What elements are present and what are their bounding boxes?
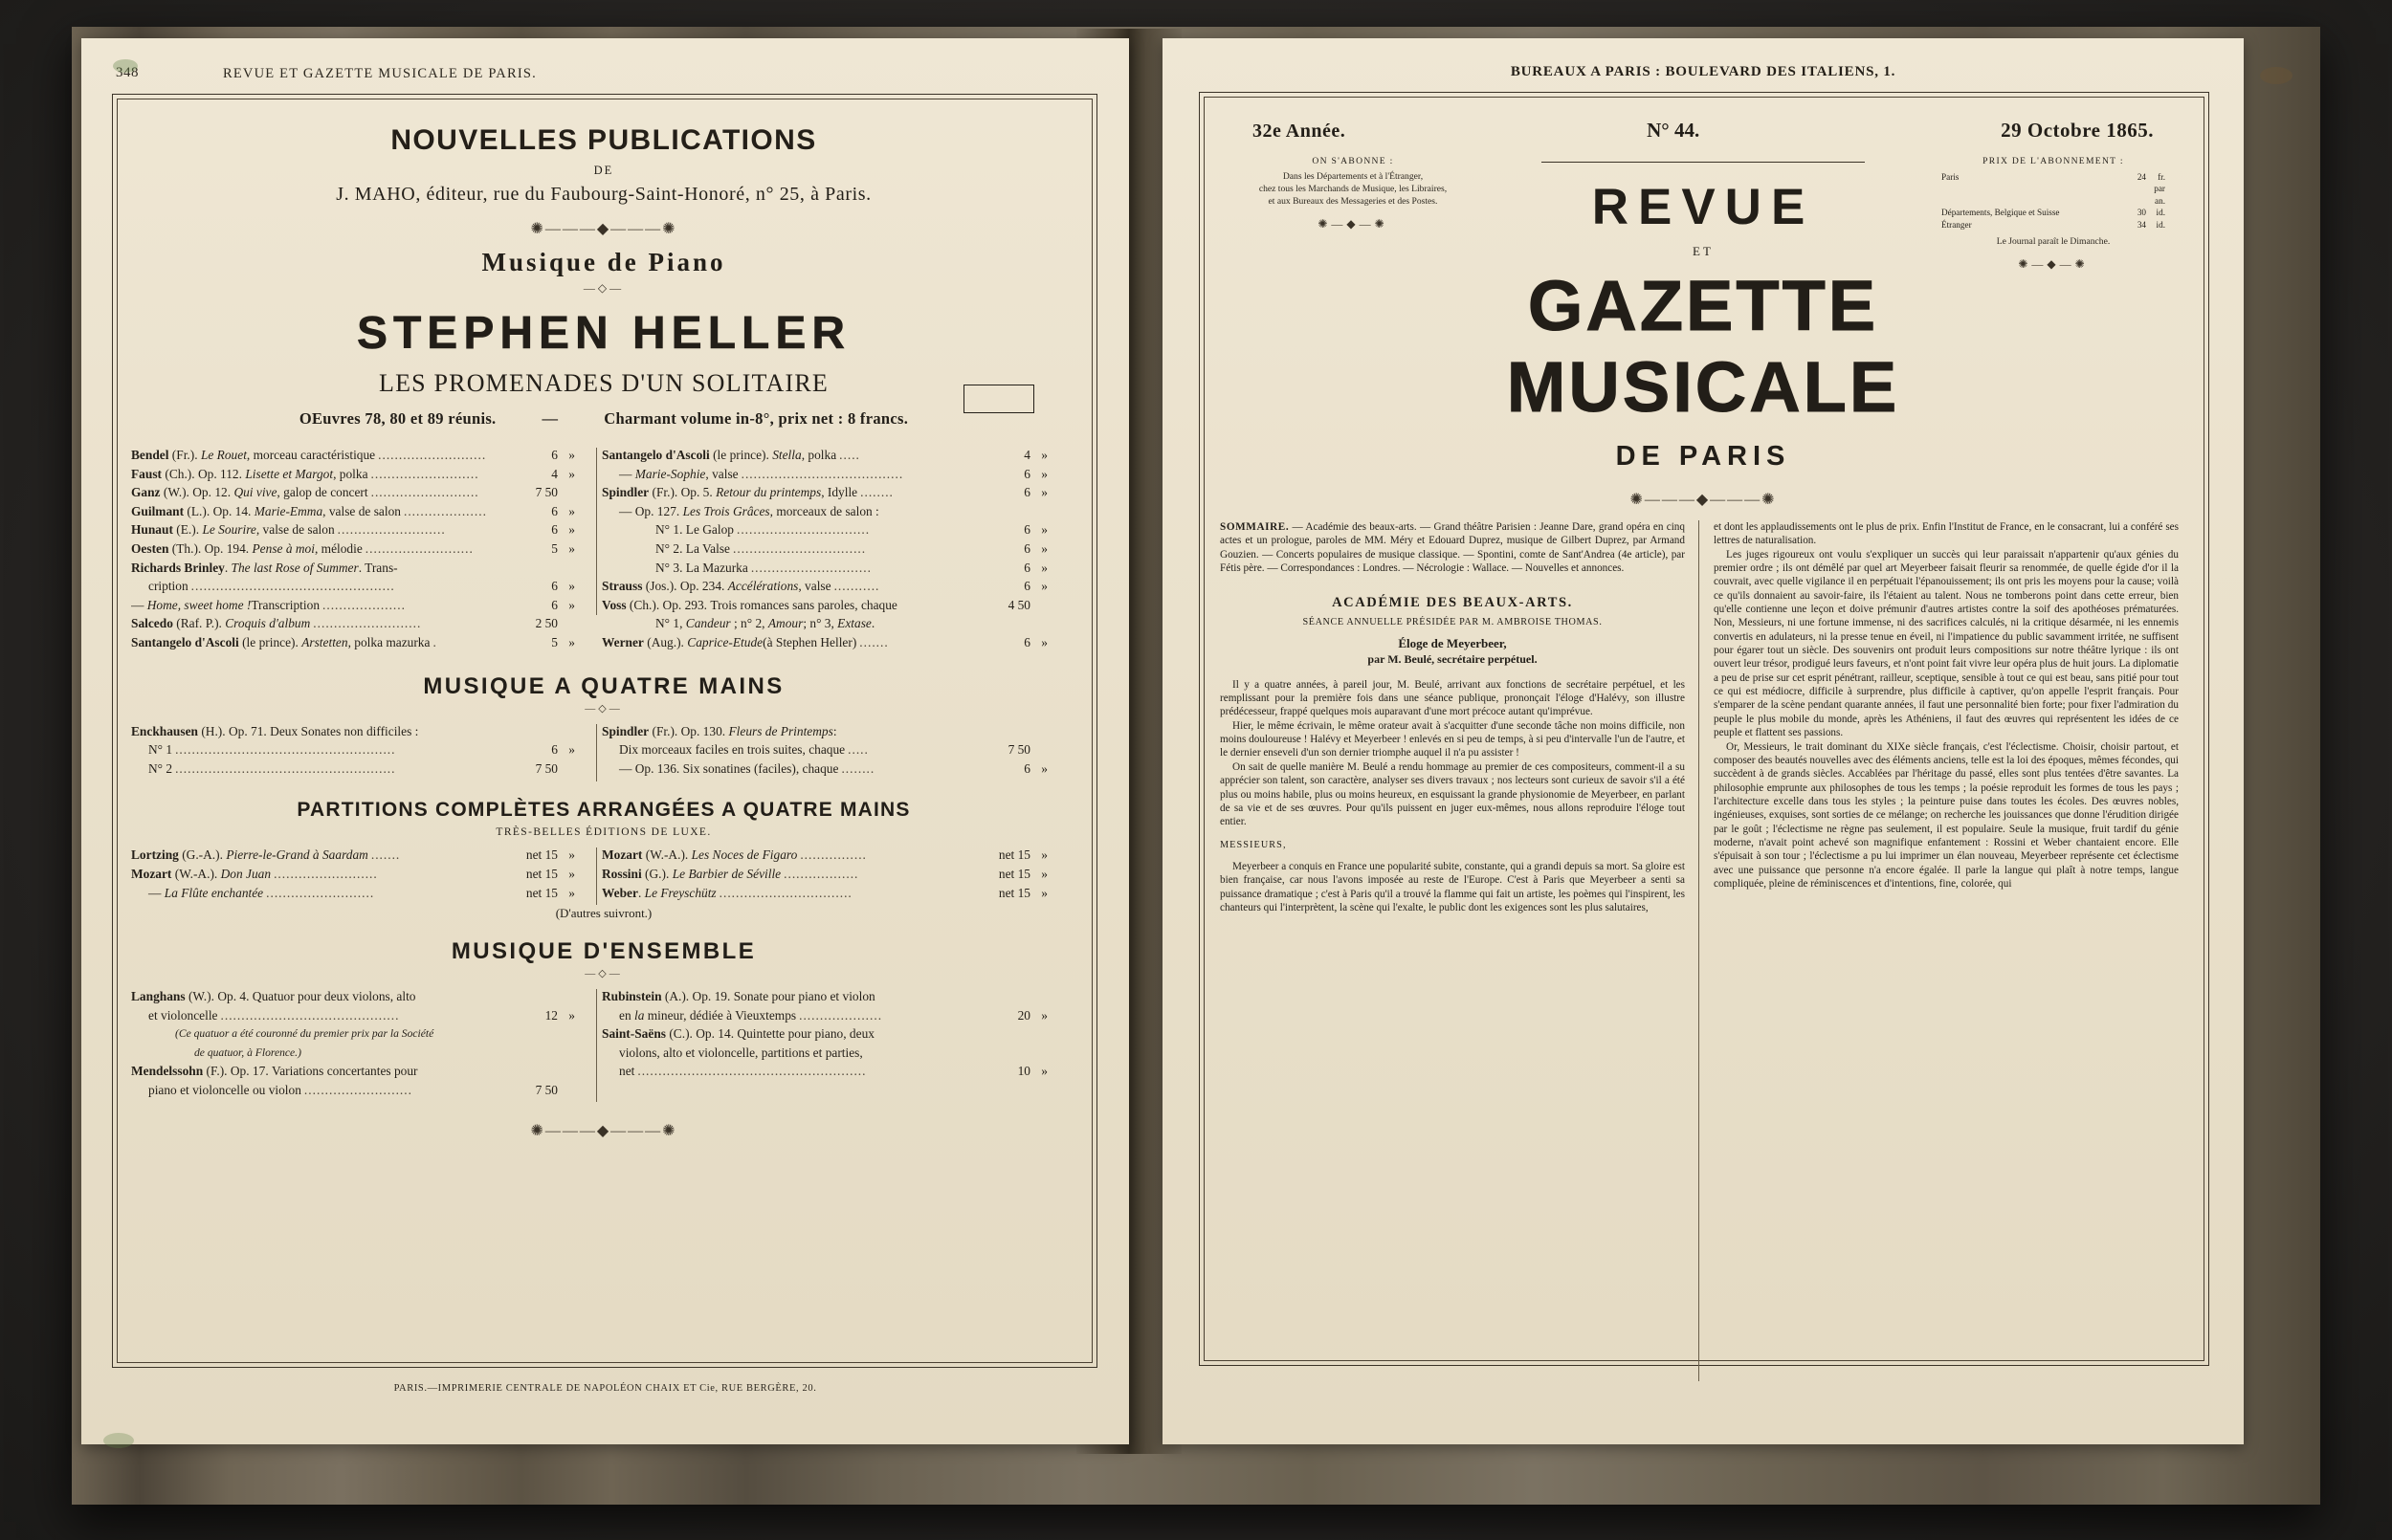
- catalogue-entry: Richards Brinley . The last Rose of Summer . Trans-: [131, 560, 398, 575]
- publisher-line: J. MAHO, éditeur, rue du Faubourg-Saint-Honoré, n° 25, à Paris.: [336, 184, 872, 205]
- price-unit: id.: [2156, 208, 2165, 218]
- abonne-line: chez tous les Marchands de Musique, les Libraires,: [1258, 184, 1448, 194]
- catalogue-entry: violons, alto et violoncelle, partitions et parties,: [619, 1045, 863, 1060]
- catalogue-note: de quatuor, à Florence.): [194, 1045, 301, 1059]
- body-paragraph: et dont les applaudissements ont le plus de prix. Enfin l'Institut de France, en le consacrant, lui a conféré ses lettres de naturalisation.: [1714, 521, 2179, 547]
- catalogue-entry: piano et violoncelle ou violon .......................... 7 50: [148, 1083, 558, 1098]
- catalogue-entry: Weber . Le Freyschütz ................................ net 15 »: [602, 885, 1048, 900]
- catalogue-entry: — Home, sweet home ! Transcription .................... 6 »: [131, 597, 575, 612]
- title-gazette: GAZETTE MUSICALE: [1506, 266, 1900, 427]
- catalogue-entry: et violoncelle ........................................... 12 »: [148, 1007, 575, 1023]
- messieurs-label: MESSIEURS,: [1220, 839, 1287, 850]
- price-unit: id.: [2156, 219, 2165, 230]
- catalogue-entry: N° 2. La Valse ................................ 6 »: [655, 540, 1048, 556]
- annee-label: 32e Année.: [1252, 121, 1346, 142]
- body-paragraph: Meyerbeer a conquis en France une popularité subite, constante, qui a grandi depuis sa mort. Sa gloire est bien française, car nous l'avons imposée au reste de l'Europe. C'est à Paris que Meyerbeer a senti sa puissance dramatique ; c'est à Paris qu'il a trouvé la flamme qui fait un artiste, les poèmes qui l'inspirent, les chanteurs qui l'interprètent, la scène qui l'exalte, le public dont les exigences sont les plus salutaires,: [1220, 860, 1685, 913]
- prix-label: PRIX DE L'ABONNEMENT :: [1982, 156, 2124, 166]
- body-paragraph: Les juges rigoureux ont voulu s'expliquer un succès qui leur paraissait n'appartenir qu'aux génies du premier ordre ; ils ont démêlé par quel art Meyerbeer faisait fleurir sa renommée, de quelle égide d'or il la couvrait, avec quelle vigilance il en perpétuait l'épanouissement; ils ont pris les moyens pour la cause; voilà ce qu'ils donnaient au savoir-faire, ils l'étaient au talent. Nous ne tomberons point dans cette erreur, bien qu'elle contienne une leçon et doive prémunir d'autres artistes contre la soif des apothéoses prématurées. Non, Messieurs, ni une fortune immense, ni des sacrifices calculés, ni la critique désarmée, ni les ennemis convertis en adulateurs, ni la presse tenue en éveil, ni l'impatience du public savamment irritée, ne suffisent pour égarer tout un siècle. Des souvenirs ont produit leurs compositions sur notre théâtre lyrique : ils ont ouvert leur trésor, prodigué leurs faveurs, et n'ont point fait vivre leur opéra plus de huit jours. La diplomatie a peu de prise sur cet esprit pénétrant, railleur, sceptique, sensible à tout ce qui est beau, sans pitié pour tout ce qui est médiocre, difficile à surprendre, plus difficile à captiver, qu'on appelle l'esprit français. Pour s'emparer de la scène pendant quarante années, il faut une personnalité bien forte; pour fixer l'admiration du peuple le plus mobile du monde, après les Athéniens, il faut des œuvres qui représentent les idées de ce peuple et flattent ses passions.: [1714, 548, 2179, 739]
- de-label: DE: [593, 164, 614, 177]
- catalogue-entry: Spindler (Fr.). Op. 5. Retour du printemps , Idylle ........ 6 »: [602, 485, 1048, 500]
- catalogue-entry: — Op. 127. Les Trois Grâces , morceaux de salon :: [619, 503, 879, 518]
- catalogue-entry: Voss (Ch.). Op. 293. Trois romances sans paroles, chaque 4 50: [602, 597, 1030, 612]
- price-value: 34: [2137, 219, 2146, 230]
- catalogue-entry: Hunaut (E.). Le Sourire , valse de salon .......................... 6 »: [131, 522, 575, 538]
- partitions-column-1: [131, 846, 575, 902]
- catalogue-entry: Salcedo (Raf. P.). Croquis d'album .......................... 2 50: [131, 616, 558, 631]
- sommaire-paragraph: [1220, 520, 1685, 575]
- catalogue-entry: Mozart (W.-A.). Les Noces de Figaro ................ net 15 »: [602, 847, 1048, 863]
- catalogue-entry: N° 1. Le Galop ................................ 6 »: [655, 522, 1048, 538]
- right-page: BUREAUX A PARIS : BOULEVARD DES ITALIENS, 1. 32e Année. N° 44. 29 Octobre 1865. ON S'ABONNE : Dans les Départements et à l'Étranger, chez tous les Marchands de Musique, les Libraires, et aux Bureaux des Messageries et des Postes. ✺—◆—✺ REVUE ET GAZETTE MUSICALE DE PARIS PRIX DE L'ABONNEMENT : Paris 24 fr. par an. Départements, Belgique et Suisse 30 id. Étranger 34 id. Le Journal paraît le Dimanche. ✺—◆—✺ ✺———◆———✺ SOMMAIRE. — Académie des beaux-arts. — Grand théâtre Parisien : Jeanne Dare, grand opéra en cinq actes et un prologue, paroles de MM. Méry et Edouard Duprez, musique de Gilbert Duprez, par Armand Gouzien. — Concerts populaires de musique classique. — Spontini, comte de Sant'Andrea (4e article), par Fétis père. — Correspondances : Londres. — Nécrologie : Wallace. — Nouvelles et annonces. ACADÉMIE DES BEAUX-ARTS. SÉANCE ANNUELLE PRÉSIDÉE PAR M. AMBROISE THOMAS. Éloge de Meyerbeer, par M. Beulé, secrétaire perpétuel. Il y a quatre années, à pareil jour, M. Beulé, arrivant aux fonctions de secrétaire perpétuel, et les remplissant pour la première fois dans une séance publique, prononçait l'éloge d'Halévy, son illustre prédécesseur, frappé quelques mois auparavant d'une mort précoce autant qu'imprévue. Hier, le même écrivain, le même orateur avait à s'acquitter d'une seconde tâche non moins difficile, non moins douloureuse ! Halévy et Meyerbeer ! enlevés en si peu de temps, à si peu d'intervalle l'un de l'autre, et le dernier enseveli d'un son dernier triomphe auquel il n'a pu assister ! On sait de quelle manière M. Beulé a rendu hommage au premier de ces compositeurs, comment-il a su apprécier son talent, son caractère, analyser ses divers travaux ; nos lecteurs sont curieux de savoir s'il a été plus ou moins habile, plus ou moins heureux, en esquissant la grande physionomie de Meyerbeer, en parlant de sa vie et de ses œuvres. Pour qu'ils puissent en juger eux-mêmes, nous allons reproduire l'éloge tout entier. MESSIEURS, Meyerbeer a conquis en France une popularité subite, constante, qui a grandi depuis sa mort. Sa gloire est bien française, car nous l'avons imposée au reste de l'Europe. C'est à Paris que Meyerbeer a senti sa puissance dramatique ; c'est à Paris qu'il a trouvé la flamme qui fait un artiste, les poèmes qui l'inspirent, les chanteurs qui l'interprètent, la scène qui l'exalte, le public dont les exigences sont les plus salutaires, et dont les applaudissements ont le plus de prix. Enfin l'Institut de France, en le consacrant, lui a conféré ses lettres de naturalisation. Les juges rigoureux ont voulu s'expliquer un succès qui leur paraissait n'appartenir qu'aux génies du premier ordre ; ils ont démêlé par quel art Meyerbeer faisait fleurir sa renommée, de quelle égide d'or il la couvrait, avec quelle vigilance il en perpétuait l'épanouissement; ils ont pris les moyens pour la cause; voilà ce qu'ils donnaient au savoir-faire, ils l'étaient au talent. Nous ne tomberons point dans cette erreur, bien qu'elle contienne une leçon et doive prémunir d'autres artistes contre la soif des apothéoses prématurées. Non, Messieurs, ni une fortune immense, ni des sacrifices calculés, ni la critique désarmée, ni les ennemis convertis en adulateurs, ni la presse tenue en éveil, ni l'impatience du public savamment irritée, ne suffisent pour égarer tout un siècle. Des souvenirs ont produit leurs compositions sur notre théâtre lyrique : ils ont ouvert leur trésor, prodigué leurs faveurs, et n'ont point fait vivre leur opéra plus de huit jours. La diplomatie a peu de prise sur cet esprit pénétrant, railleur, sceptique, sensible à tout ce qui est beau, sans pitié pour tout ce qui est médiocre, difficile à surprendre, plus difficile à captiver, qu'on appelle l'esprit français. Pour s'emparer de la scène pendant quarante années, il faut une personnalité bien forte; pour fixer l'admiration du peuple le plus mobile du monde, après les Athéniens, il faut des œuvres qui représentent les idées de ce peuple et flattent ses passions. Or, Messieurs, le trait dominant du XIXe siècle français, c'est l'éclectisme. Choisir, choisir partout, et composer des beautés nouvelles avec des éléments anciens, telle est la loi des époques, mêmes fécondes, qui succèdent à de grands siècles. Accablées par l'héritage du passé, elles sont plus tentées d'être savantes. La philosophie emprunte aux philosophes de tous les temps ; la poésie reproduit les formes de tous les pays ; l'architecture excelle dans tous les styles ; la peinture puise dans toutes les écoles. Des œuvres nobles, ingénieuses, exquises, sont sorties de ce mélange; on recherche les jouissances que donne l'érudition dirigée par le goût ; l'éclectisme ne règne pas seulement, il est populaire. Seule la musique, fruit tardif du génie moderne, n'avait point achevé son magnifique enfantement : Rossini et Weber chantaient encore. Elle s'épuisait à son tour ; l'éclectisme a pu lui imprimer un élan nouveau, Meyerbeer représente cet éclectisme avec une puissance que personne n'a encore égalée. Il parle la langue qui plaît à notre temps, langue compliquée, pleine de réminiscences et d'intentions, fine, colorée, qui: [1163, 38, 2244, 1444]
- price-row: [1941, 207, 2165, 218]
- catalogue-entry: N° 1 ..................................................... 6 »: [148, 742, 575, 758]
- section-musique-de-piano: Musique de Piano: [481, 248, 726, 276]
- catalogue-entry: Saint-Saëns (C.). Op. 14. Quintette pour piano, deux: [602, 1026, 875, 1042]
- body-paragraph: Or, Messieurs, le trait dominant du XIXe siècle français, c'est l'éclectisme. Choisir, choisir partout, et composer des beautés nouvelles avec des éléments anciens, telle est la loi des époques, mêmes fécondes, qui succèdent à de grands siècles. Accablées par l'héritage du passé, elles sont plus tentées d'être savantes. La philosophie emprunte aux philosophes de tous les temps ; la poésie reproduit les formes de tous les pays ; l'architecture excelle dans tous les styles ; la peinture puise dans toutes les écoles. Des œuvres nobles, ingénieuses, exquises, sont sorties de ce mélange; on recherche les jouissances que donne l'érudition dirigée par le goût ; l'éclectisme ne règne pas seulement, il est populaire. Seule la musique, fruit tardif du génie moderne, n'avait point achevé son magnifique enfantement : Rossini et Weber chantaient encore. Elle s'épuisait à son tour ; l'éclectisme a pu lui imprimer un élan nouveau, Meyerbeer représente cet éclectisme avec une puissance que personne n'a encore égalée. Il parle la langue qui plaît à notre temps, langue compliquée, pleine de réminiscences et d'intentions, fine, colorée, qui: [1714, 740, 2179, 890]
- text-column-1: [1220, 520, 1685, 914]
- title-de-paris: DE PARIS: [1615, 441, 1791, 472]
- price-zone: Paris: [1941, 172, 1960, 182]
- imprint-line: PARIS.—IMPRIMERIE CENTRALE DE NAPOLÉON CHAIX ET Cie, RUE BERGÈRE, 20.: [393, 1383, 817, 1394]
- running-head: REVUE ET GAZETTE MUSICALE DE PARIS.: [223, 66, 537, 81]
- section-partitions: PARTITIONS COMPLÈTES ARRANGÉES A QUATRE MAINS: [297, 799, 911, 822]
- abonne-line: Dans les Départements et à l'Étranger,: [1282, 171, 1424, 182]
- date-label: 29 Octobre 1865.: [2001, 119, 2154, 142]
- body-paragraph: On sait de quelle manière M. Beulé a rendu hommage au premier de ces compositeurs, comment-il a su apprécier son talent, son caractère, analyser ses divers travaux ; nos lecteurs sont curieux de savoir s'il a été plus ou moins habile, plus ou moins heureux, en esquissant la grande physionomie de Meyerbeer, en parlant de sa vie et de ses œuvres. Pour qu'ils puissent en juger eux-mêmes, nous allons reproduire l'éloge tout entier.: [1220, 760, 1685, 828]
- catalogue-entry: — Op. 136. Six sonatines (faciles), chaque ........ 6 »: [619, 760, 1048, 776]
- catalogue-entry: Santangelo d'Ascoli (le prince). Stella , polka ..... 4 »: [602, 448, 1048, 462]
- sommaire-text: — Académie des beaux-arts. — Grand théâtre Parisien : Jeanne Dare, grand opéra en cinq actes et un prologue, paroles de MM. Méry et Edouard Duprez, musique de Gilbert Duprez, par Armand Gouzien. — Concerts populaires de musique classique. — Spontini, comte de Sant'Andrea (4e article), par Fétis père. — Correspondances : Londres. — Nécrologie : Wallace. — Nouvelles et annonces.: [1220, 521, 1685, 575]
- partitions-column-2: [602, 846, 1048, 902]
- catalogue-note: (Ce quatuor a été couronné du premier prix par la Société: [175, 1027, 434, 1041]
- catalogue-entry: Enckhausen (H.). Op. 71. Deux Sonates non difficiles :: [131, 723, 419, 738]
- quatre-mains-column-1: [131, 722, 575, 779]
- catalogue-entry: — Marie-Sophie , valse ....................................... 6 »: [619, 466, 1048, 481]
- catalogue-entry: — La Flûte enchantée .......................... net 15 »: [148, 885, 575, 900]
- catalogue-entry: Strauss (Jos.). Op. 234. Accélérations , valse ........... 6 »: [602, 579, 1048, 594]
- publications-heading: NOUVELLES PUBLICATIONS: [390, 124, 817, 156]
- price-info: PRIX DE L'ABONNEMENT : Paris 24 fr. par an. Départements, Belgique et Suisse 30 id. Étranger 34 id. Le Journal paraît le Dimanche. ✺—◆—✺: [1920, 156, 2186, 473]
- price-value: 24: [2137, 172, 2146, 182]
- price-value: 30: [2137, 208, 2146, 218]
- price-zone: Étranger: [1941, 219, 1972, 230]
- catalogue-entry: Ganz (W.). Op. 12. Qui vive , galop de concert .......................... 7 50: [131, 485, 558, 500]
- catalogue-entry: Rubinstein (A.). Op. 19. Sonate pour piano et violon: [602, 989, 875, 1004]
- dash-separator: —: [542, 409, 559, 428]
- catalogue-entry: Bendel (Fr.). Le Rouet , morceau caractéristique .......................... 6 »: [131, 448, 575, 462]
- catalogue-entry: Oesten (Th.). Op. 194. Pense à moi , mélodie .......................... 5 »: [131, 540, 575, 556]
- abonne-line: et aux Bureaux des Messageries et des Postes.: [1268, 196, 1438, 207]
- decorative-box: [963, 385, 1034, 413]
- abonne-label: ON S'ABONNE :: [1312, 156, 1394, 166]
- catalogue-entry: N° 3. La Mazurka ............................. 6 »: [655, 560, 1048, 575]
- price-row: [1941, 219, 2165, 231]
- ensemble-column-1: [131, 987, 575, 1100]
- title-revue: REVUE: [1591, 179, 1815, 235]
- catalogue-entry: net ....................................................... 10 »: [619, 1064, 1048, 1079]
- page-folio: 348: [116, 65, 139, 80]
- academy-subheading: SÉANCE ANNUELLE PRÉSIDÉE PAR M. AMBROISE THOMAS.: [1302, 616, 1603, 627]
- ensemble-column-2: [602, 987, 1048, 1100]
- numero-label: N° 44.: [1647, 119, 1700, 142]
- price-unit: fr. par an.: [2154, 172, 2165, 206]
- partitions-subtitle: TRÈS-BELLES ÉDITIONS DE LUXE.: [496, 826, 712, 839]
- catalogue-entry: Werner (Aug.). Caprice-Etude (à Stephen Heller) ....... 6 »: [602, 634, 1048, 649]
- catalogue-entry: cription ................................................. 6 »: [148, 579, 575, 594]
- catalogue-entry: Mendelssohn (F.). Op. 17. Variations concertantes pour: [131, 1064, 418, 1079]
- oeuvres-label: OEuvres 78, 80 et 89 réunis.: [299, 409, 497, 428]
- catalogue-entry: Mozart (W.-A.). Don Juan ......................... net 15 »: [131, 866, 575, 881]
- text-column-2: [1714, 520, 2179, 914]
- eloge-author: par M. Beulé, secrétaire perpétuel.: [1367, 652, 1538, 667]
- catalogue-column-2: [602, 446, 1048, 652]
- catalogue-entry: Rossini (G.). Le Barbier de Séville .................. net 15 »: [602, 866, 1048, 881]
- academy-heading: ACADÉMIE DES BEAUX-ARTS.: [1332, 595, 1573, 611]
- catalogue-column-1: [131, 446, 575, 652]
- section-quatre-mains: MUSIQUE A QUATRE MAINS: [423, 672, 785, 699]
- subscription-info: ON S'ABONNE : Dans les Départements et à l'Étranger, chez tous les Marchands de Musique, les Libraires, et aux Bureaux des Messageries et des Postes. ✺—◆—✺: [1220, 156, 1486, 473]
- catalogue-entry: Faust (Ch.). Op. 112. Lisette et Margot , polka .......................... 4 »: [131, 466, 575, 481]
- catalogue-entry: en la mineur, dédiée à Vieuxtemps .................... 20 »: [619, 1007, 1048, 1023]
- work-title: LES PROMENADES D'UN SOLITAIRE: [378, 369, 830, 397]
- catalogue-entry: N° 2 ..................................................... 7 50: [148, 760, 558, 776]
- prix-note: Le Journal paraît le Dimanche.: [1996, 236, 2111, 248]
- body-paragraph: Il y a quatre années, à pareil jour, M. Beulé, arrivant aux fonctions de secrétaire perpétuel, et les remplissant pour la première fois dans une séance publique, prononçait l'éloge d'Halévy, son illustre prédécesseur, frappé quelques mois auparavant d'une mort précoce autant qu'imprévue.: [1220, 678, 1685, 718]
- catalogue-entry: Santangelo d'Ascoli (le prince). Arstetten , polka mazurka . 5 »: [131, 634, 575, 649]
- bureaux-line: BUREAUX A PARIS : BOULEVARD DES ITALIENS, 1.: [1510, 64, 1896, 79]
- left-page: 348 REVUE ET GAZETTE MUSICALE DE PARIS. NOUVELLES PUBLICATIONS DE J. MAHO, éditeur, rue du Faubourg-Saint-Honoré, n° 25, à Paris. ✺———◆———✺ Musique de Piano —◇— STEPHEN HELLER LES PROMENADES D'UN SOLITAIRE OEuvres 78, 80 et 89 réunis. — Charmant volume in-8°, prix net : 8 francs. Bendel (Fr.). Le Rouet , morceau caractéristique .......................... 6 » Faust (Ch.). Op. 112. Lisette et Margot , polka .......................... 4 » Ganz (W.). Op. 12. Qui vive , galop de concert .......................... 7 50 Guilmant (L.). Op. 14. Marie-Emma , valse de salon .................... 6 » Hunaut (E.). Le Sourire , valse de salon .......................... 6 » Oesten (Th.). Op. 194. Pense à moi , mélodie .......................... 5 » Richards Brinley . The last Rose of Summer . Trans- cription ................................................. 6 » — Home, sweet home ! Transcription .................... 6 » Salcedo (Raf. P.). Croquis d'album .......................... 2 50 Santangelo d'Ascoli (le prince). Arstetten , polka mazurka . 5 » Santangelo d'Ascoli (le prince). Stella , polka ..... 4 » — Marie-Sophie , valse ....................................... 6 » Spindler (Fr.). Op. 5. Retour du printemps , Idylle ........ 6 » — Op. 127. Les Trois Grâces , morceaux de salon : N° 1. Le Galop ................................ 6 » N° 2. La Valse ................................ 6 » N° 3. La Mazurka ............................. 6 » Strauss (Jos.). Op. 234. Accélérations , valse ........... 6 » Voss (Ch.). Op. 293. Trois romances sans paroles, chaque 4 50 N° 1, Candeur ; n° 2, Amour; n° 3, Extase. Werner (Aug.). Caprice-Etude (à Stephen Heller) ....... 6 » MUSIQUE A QUATRE MAINS —◇— Enckhausen (H.). Op. 71. Deux Sonates non difficiles : N° 1 ..................................................... 6 » N° 2 ..................................................... 7 50 Spindler (Fr.). Op. 130. Fleurs de Printemps : Dix morceaux faciles en trois suites, chaque ..... 7 50 — Op. 136. Six sonatines (faciles), chaque ........ 6 » PARTITIONS COMPLÈTES ARRANGÉES A QUATRE MAINS TRÈS-BELLES ÉDITIONS DE LUXE. Lortzing (G.-A.). Pierre-le-Grand à Saardam ....... net 15 » Mozart (W.-A.). Don Juan ......................... net 15 » — La Flûte enchantée .......................... net 15 » Mozart (W.-A.). Les Noces de Figaro ................ net 15 » Rossini (G.). Le Barbier de Séville .................. net 15 » Weber . Le Freyschütz ................................ net 15 » (D'autres suivront.) MUSIQUE D'ENSEMBLE —◇— Langhans (W.). Op. 4. Quatuor pour deux violons, alto et violoncelle ........................................... 12 » (Ce quatuor a été couronné du premier prix par la Société de quatuor, à Florence.) Mendelssohn (F.). Op. 17. Variations concertantes pour piano et violoncelle ou violon .......................... 7 50 Rubinstein (A.). Op. 19. Sonate pour piano et violon en la mineur, dédiée à Vieuxtemps .................... 20 » Saint-Saëns (C.). Op. 14. Quintette pour piano, deux violons, alto et violoncelle, partitions et parties, net ....................................................... 10 » ✺———◆———✺ PARIS.—IMPRIMERIE CENTRALE DE NAPOLÉON CHAIX ET Cie, RUE BERGÈRE, 20.: [81, 38, 1129, 1444]
- title-et: ET: [1693, 244, 1714, 258]
- section-ensemble: MUSIQUE D'ENSEMBLE: [451, 938, 757, 965]
- price-line: Charmant volume in-8°, prix net : 8 francs.: [604, 409, 909, 428]
- quatre-mains-column-2: [602, 722, 1048, 779]
- suivront-note: (D'autres suivront.): [555, 906, 653, 921]
- eloge-title: Éloge de Meyerbeer,: [1398, 636, 1507, 651]
- masthead-title-block: [1486, 156, 1920, 473]
- body-paragraph: Hier, le même écrivain, le même orateur avait à s'acquitter d'une seconde tâche non moins difficile, non moins douloureuse ! Halévy et Meyerbeer ! enlevés en si peu de temps, à si peu d'intervalle l'un de l'autre, et le dernier enseveli d'un son dernier triomphe auquel il n'a pu assister !: [1220, 719, 1685, 759]
- price-zone: Départements, Belgique et Suisse: [1941, 208, 2060, 218]
- catalogue-entry: Spindler (Fr.). Op. 130. Fleurs de Printemps :: [602, 723, 837, 738]
- catalogue-entry: Dix morceaux faciles en trois suites, chaque ..... 7 50: [619, 742, 1030, 758]
- sommaire-label: SOMMAIRE.: [1220, 521, 1290, 533]
- catalogue-entry: Guilmant (L.). Op. 14. Marie-Emma , valse de salon .................... 6 »: [131, 503, 575, 518]
- catalogue-entry: Langhans (W.). Op. 4. Quatuor pour deux violons, alto: [131, 989, 416, 1004]
- composer-name: STEPHEN HELLER: [356, 308, 852, 359]
- catalogue-entry: N° 1, Candeur ; n° 2, Amour; n° 3, Extase.: [655, 616, 875, 631]
- catalogue-entry: Lortzing (G.-A.). Pierre-le-Grand à Saardam ....... net 15 »: [131, 847, 575, 863]
- price-row: [1941, 171, 2165, 207]
